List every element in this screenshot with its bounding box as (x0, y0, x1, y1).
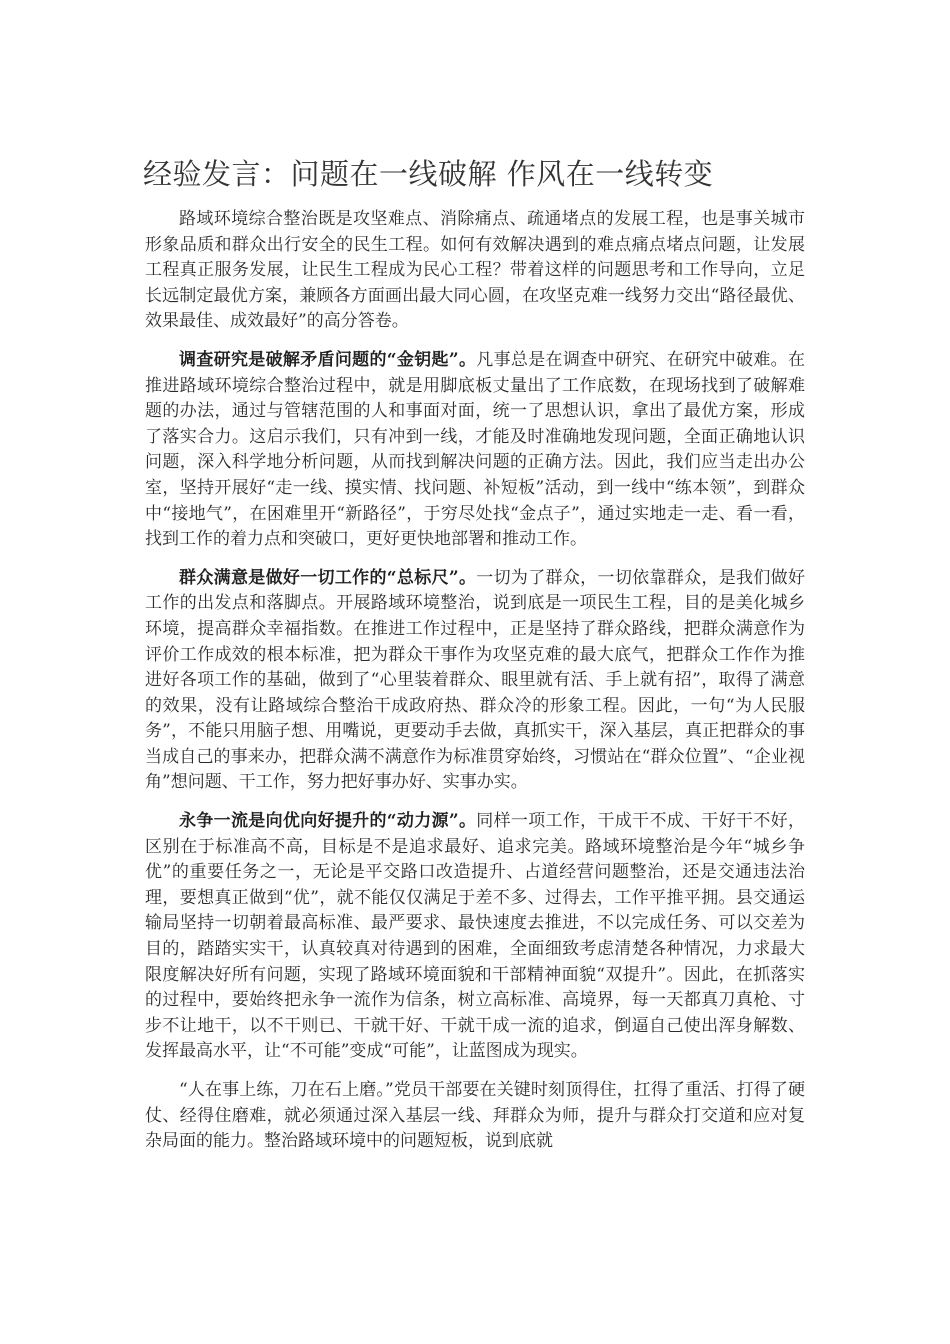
paragraph-text: 一切为了群众，一切依靠群众，是我们做好工作的出发点和落脚点。开展路域环境整治，说到底是一项民生工程，目的是美化城乡环境，提高群众幸福指数。在推进工作过程中，正是坚持了群众路线，把群众满意作为评价工作成效的根本标准，把为群众干事作为攻坚克难的最大底气，把群众工作作为推进好各项工作的基础，做到了“心里装着群众、眼里就有活、手上就有招”，取得了满意的效果，没有让路域综合整治干成政府热、群众冷的形象工程。因此，一句“为人民服务”，不能只用脑子想、用嘴说，更要动手去做，真抓实干，深入基层，真正把群众的事当成自己的事来办，把群众满不满意作为标准贯穿始终，习惯站在“群众位置”、“企业视角”想问题、干工作，努力把好事办好、实事办实。 (145, 567, 805, 793)
paragraph-research (145, 348, 805, 553)
paragraph-excellence (145, 809, 805, 1065)
paragraph-lead: 群众满意是做好一切工作的“总标尺”。 (179, 567, 477, 588)
paragraph-text: 凡事总是在调查中研究、在研究中破难。在推进路域环境综合整治过程中，就是用脚底板丈量出了工作底数，在现场找到了破解难题的办法，通过与管辖范围的人和事面对面，统一了思想认识，拿出了最优方案，形成了落实合力。这启示我们，只有冲到一线，才能及时准确地发现问题，全面正确地认识问题，深入科学地分析问题，从而找到解决问题的正确方法。因此，我们应当走出办公室，坚持开展好“走一线、摸实情、找问题、补短板”活动，到一线中“练本领”，到群众中“接地气”，在困难里开“新路径”，于穷尽处找“金点子”，通过实地走一走、看一看，找到工作的着力点和突破口，更好更快地部署和推动工作。 (145, 349, 805, 550)
paragraph-text: 同样一项工作，干成干不成、干好干不好，区别在于标准高不高，目标是不是追求最好、追求完美。路域环境整治是今年“城乡争优”的重要任务之一，无论是平交路口改造提升、占道经营问题整治，还是交通违法治理，要想真正做到“优”，就不能仅仅满足于差不多、过得去，工作平推平拥。县交通运输局坚持一切朝着最高标准、最严要求、最快速度去推进，不以完成任务、可以交差为目的，踏踏实实干，认真较真对待遇到的困难，全面细致考虑清楚各种情况，力求最大限度解决好所有问题，实现了路域环境面貌和干部精神面貌“双提升”。因此，在抓落实的过程中，要始终把永争一流作为信条，树立高标准、高境界，每一天都真刀真枪、寸步不让地干，以不干则已、干就干好、干就干成一流的追求，倒逼自己使出浑身解数、发挥最高水平，让“不可能”变成“可能”，让蓝图成为现实。 (145, 811, 805, 1062)
paragraph-text: “人在事上练，刀在石上磨。”党员干部要在关键时刻顶得住，扛得了重活、打得了硬仗、经得住磨难，就必须通过深入基层一线、拜群众为师，提升与群众打交道和应对复杂局面的能力。整治路域环境中的问题短板，说到底就 (145, 1080, 805, 1152)
paragraph-satisfaction (145, 566, 805, 796)
paragraph-closing (145, 1078, 805, 1155)
paragraph-text: 路域环境综合整治既是攻坚难点、消除痛点、疏通堵点的发展工程，也是事关城市形象品质和群众出行安全的民生工程。如何有效解决遇到的难点痛点堵点问题，让发展工程真正服务发展，让民生工程成为民心工程？带着这样的问题思考和工作导向，立足长远制定最优方案，兼顾各方面画出最大同心圆，在攻坚克难一线努力交出“路径最优、效果最佳、成效最好”的高分答卷。 (145, 209, 805, 332)
document-body (145, 207, 805, 1168)
paragraph-lead: 永争一流是向优向好提升的“动力源”。 (179, 811, 477, 832)
paragraph-lead: 调查研究是破解矛盾问题的“金钥匙”。 (179, 349, 477, 370)
page-title: 经验发言：问题在一线破解 作风在一线转变 (143, 157, 714, 191)
paragraph-intro (145, 207, 805, 335)
